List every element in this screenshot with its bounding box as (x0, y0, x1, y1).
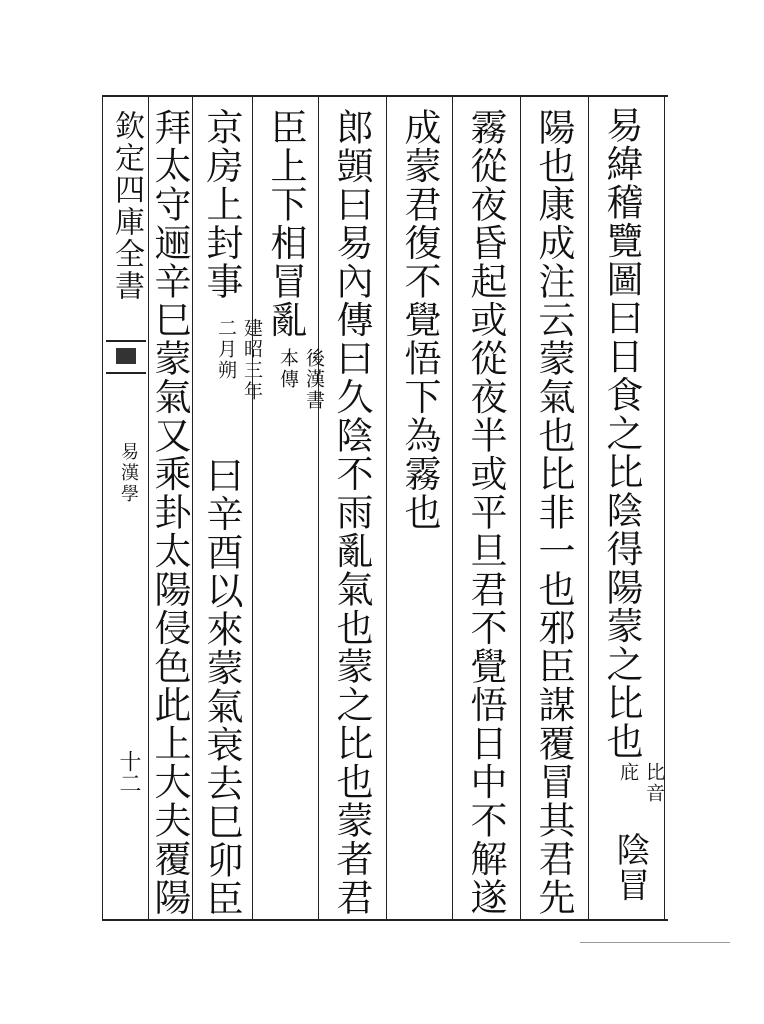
frame-left-border (102, 95, 103, 919)
annotation-1a: 比音 (643, 762, 665, 804)
text-column-3: 霧從夜昏起或從夜半或平旦君不覺悟日中不解遂 (464, 108, 507, 917)
text-column-1-tail: 陰冒 (610, 832, 650, 903)
annotation-7a: 建昭三年 (241, 318, 263, 402)
annotation-7b: 二月朔 (215, 318, 237, 381)
book-title: 欽定四庫全書 (109, 110, 144, 302)
column-rule (318, 95, 319, 919)
column-rule (520, 95, 521, 919)
annotation-6a: 後漢書 (303, 348, 325, 411)
text-column-5: 郎顗曰易內傳曰久陰不雨亂氣也蒙之比也蒙者君 (330, 108, 373, 917)
annotation-1b: 庇 (617, 762, 639, 783)
text-column-1: 易緯稽覽圖曰日食之比陰得陽蒙之比也 (600, 106, 643, 761)
text-column-4: 成蒙君復不覺悟下為霧也 (398, 108, 441, 532)
section-title: 易漢學 (118, 442, 139, 505)
page-number: 十二 (116, 750, 141, 794)
text-column-2: 陽也康成注云蒙氣也比非一也邪臣謀覆冒其君先 (532, 108, 575, 917)
column-rule (192, 95, 193, 919)
column-rule (252, 95, 253, 919)
column-rule (588, 95, 589, 919)
annotation-6b: 本傳 (277, 348, 299, 390)
text-column-7-head: 京房上封事 (200, 108, 243, 301)
text-column-8: 拜太守逦辛巳蒙氣又乘卦太陽侵色此上大夫覆陽 (148, 108, 191, 917)
column-rule (386, 95, 387, 919)
text-column-6: 臣上下相冒亂 (264, 108, 307, 339)
text-column-7: 曰辛酉以來蒙氣衰去巳卯臣 (200, 456, 243, 918)
column-rule (452, 95, 453, 919)
fish-tail-mark (106, 340, 146, 374)
bottom-line (580, 942, 730, 943)
